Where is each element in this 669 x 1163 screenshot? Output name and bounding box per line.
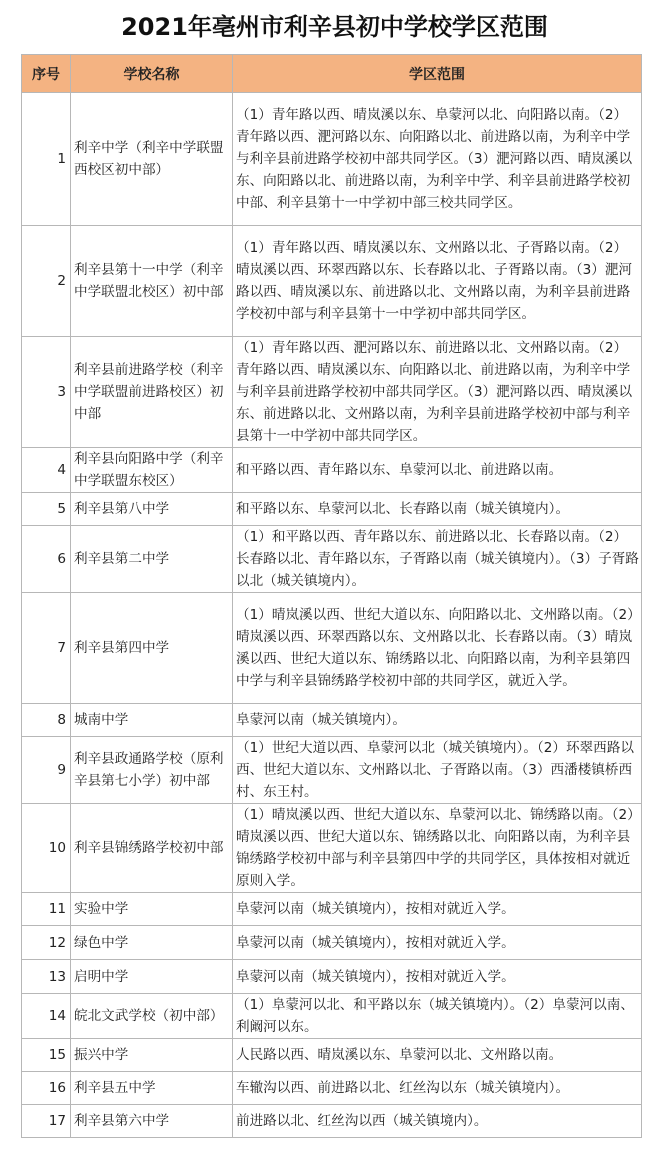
row-school: 利辛中学（利辛中学联盟西校区初中部） — [71, 93, 233, 226]
table-row — [22, 226, 642, 337]
row-school: 利辛县第六中学 — [71, 1105, 233, 1138]
table-row — [22, 493, 642, 526]
table-row — [22, 1039, 642, 1072]
row-index: 13 — [22, 960, 71, 994]
table-row — [22, 1105, 642, 1138]
row-index: 15 — [22, 1039, 71, 1072]
row-school: 利辛县政通路学校（原利辛县第七小学）初中部 — [71, 737, 233, 804]
row-index: 9 — [22, 737, 71, 804]
row-index: 1 — [22, 93, 71, 226]
row-area: 人民路以西、晴岚溪以东、阜蒙河以北、文州路以南。 — [233, 1039, 642, 1072]
row-school: 城南中学 — [71, 704, 233, 737]
row-area: 阜蒙河以南（城关镇境内），按相对就近入学。 — [233, 926, 642, 960]
row-index: 4 — [22, 448, 71, 493]
row-school: 利辛县前进路学校（利辛中学联盟前进路校区）初中部 — [71, 337, 233, 448]
table-row — [22, 704, 642, 737]
table-row — [22, 448, 642, 493]
row-index: 7 — [22, 593, 71, 704]
table-row — [22, 804, 642, 893]
row-school: 利辛县第八中学 — [71, 493, 233, 526]
header-area: 学区范围 — [233, 55, 642, 93]
row-index: 17 — [22, 1105, 71, 1138]
header-school: 学校名称 — [71, 55, 233, 93]
header-index: 序号 — [22, 55, 71, 93]
row-area: 阜蒙河以南（城关镇境内）。 — [233, 704, 642, 737]
row-area: 阜蒙河以南（城关镇境内），按相对就近入学。 — [233, 960, 642, 994]
row-index: 14 — [22, 994, 71, 1039]
table-row — [22, 337, 642, 448]
row-school: 利辛县锦绣路学校初中部 — [71, 804, 233, 893]
row-area: （1）青年路以西、淝河路以东、前进路以北、文州路以南。（2）青年路以西、晴岚溪以东、向阳路以北、前进路以南，为利辛中学与利辛县前进路学校初中部共同学区。（3）淝河路以西、晴岚溪以东、前进路以北、文州路以南，为利辛县前进路学校初中部与利辛县第十一中学初中部共同学区。 — [233, 337, 642, 448]
row-index: 16 — [22, 1072, 71, 1105]
row-school: 利辛县向阳路中学（利辛中学联盟东校区） — [71, 448, 233, 493]
row-index: 12 — [22, 926, 71, 960]
row-index: 10 — [22, 804, 71, 893]
row-area: （1）青年路以西、晴岚溪以东、文州路以北、子胥路以南。（2）晴岚溪以西、环翠西路以东、长春路以北、子胥路以南。（3）淝河路以西、晴岚溪以东、前进路以北、文州路以南，为利辛县前进路学校初中部与利辛县第十一中学初中部共同学区。 — [233, 226, 642, 337]
row-area: 前进路以北、红丝沟以西（城关镇境内）。 — [233, 1105, 642, 1138]
row-school: 利辛县第四中学 — [71, 593, 233, 704]
row-school: 实验中学 — [71, 893, 233, 926]
page-title: 2021年亳州市利辛县初中学校学区范围 — [121, 13, 548, 41]
row-area: 和平路以西、青年路以东、阜蒙河以北、前进路以南。 — [233, 448, 642, 493]
row-school: 绿色中学 — [71, 926, 233, 960]
table-row — [22, 926, 642, 960]
row-area: 和平路以东、阜蒙河以北、长春路以南（城关镇境内）。 — [233, 493, 642, 526]
table-row — [22, 526, 642, 593]
school-district-table — [21, 54, 642, 1138]
row-school: 启明中学 — [71, 960, 233, 994]
row-index: 3 — [22, 337, 71, 448]
row-area: （1）和平路以西、青年路以东、前进路以北、长春路以南。（2）长春路以北、青年路以东，子胥路以南（城关镇境内）。（3）子胥路以北（城关镇境内）。 — [233, 526, 642, 593]
table-row — [22, 737, 642, 804]
row-index: 8 — [22, 704, 71, 737]
row-school: 皖北文武学校（初中部） — [71, 994, 233, 1039]
row-school: 利辛县第二中学 — [71, 526, 233, 593]
row-area: 车辙沟以西、前进路以北、红丝沟以东（城关镇境内）。 — [233, 1072, 642, 1105]
row-school: 利辛县第十一中学（利辛中学联盟北校区）初中部 — [71, 226, 233, 337]
row-area: （1）晴岚溪以西、世纪大道以东、向阳路以北、文州路以南。（2）晴岚溪以西、环翠西路以东、文州路以北、长春路以南。（3）晴岚溪以西、世纪大道以东、锦绣路以北、向阳路以南，为利辛县第四中学与利辛县锦绣路学校初中部的共同学区，就近入学。 — [233, 593, 642, 704]
row-area: （1）晴岚溪以西、世纪大道以东、阜蒙河以北、锦绣路以南。（2）晴岚溪以西、世纪大道以东、锦绣路以北、向阳路以南，为利辛县锦绣路学校初中部与利辛县第四中学的共同学区，具体按相对就近原则入学。 — [233, 804, 642, 893]
table-row — [22, 893, 642, 926]
row-index: 2 — [22, 226, 71, 337]
row-school: 利辛县五中学 — [71, 1072, 233, 1105]
row-index: 6 — [22, 526, 71, 593]
table-row — [22, 994, 642, 1039]
row-school: 振兴中学 — [71, 1039, 233, 1072]
table-row — [22, 593, 642, 704]
row-index: 5 — [22, 493, 71, 526]
table-row — [22, 1072, 642, 1105]
row-area: （1）青年路以西、晴岚溪以东、阜蒙河以北、向阳路以南。（2）青年路以西、淝河路以东、向阳路以北、前进路以南，为利辛中学与利辛县前进路学校初中部共同学区。（3）淝河路以西、晴岚溪以东、向阳路以北、前进路以南，为利辛中学、利辛县前进路学校初中部、利辛县第十一中学初中部三校共同学区。 — [233, 93, 642, 226]
table-header-row — [22, 55, 642, 93]
row-area: 阜蒙河以南（城关镇境内），按相对就近入学。 — [233, 893, 642, 926]
table-row — [22, 960, 642, 994]
row-area: （1）阜蒙河以北、和平路以东（城关镇境内）。（2）阜蒙河以南、利阚河以东。 — [233, 994, 642, 1039]
table-row — [22, 93, 642, 226]
row-index: 11 — [22, 893, 71, 926]
row-area: （1）世纪大道以西、阜蒙河以北（城关镇境内）。（2）环翠西路以西、世纪大道以东、文州路以北、子胥路以南。（3）西潘楼镇桥西村、东王村。 — [233, 737, 642, 804]
